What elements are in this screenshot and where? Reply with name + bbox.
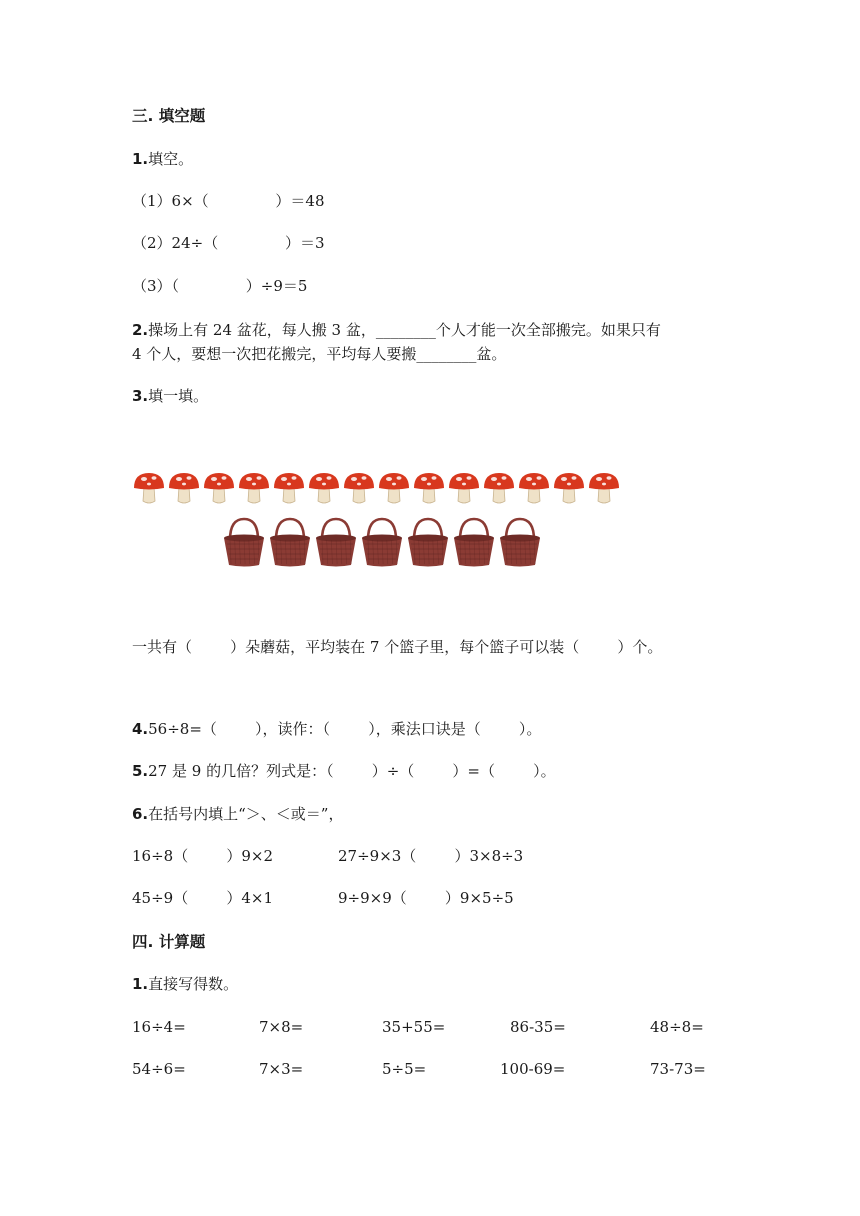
calc-item: 48÷8= [650, 1018, 704, 1036]
question-4 [132, 719, 541, 739]
question-number: 4. [132, 720, 149, 738]
basket-icon [360, 516, 404, 568]
q1-part-3: （3）（ ）÷9＝5 [132, 277, 308, 295]
basket-icon [314, 516, 358, 568]
basket-icon [406, 516, 450, 568]
calc-item: 54÷6= [132, 1060, 186, 1078]
question-3-answer-line: 一共有（ ）朵蘑菇，平均装在 7 个篮子里，每个篮子可以装（ ）个。 [132, 638, 663, 656]
mushroom-icon [272, 470, 306, 506]
mushroom-icon [167, 470, 201, 506]
mushroom-icon [307, 470, 341, 506]
compare-item: 9÷9×9（ ）9×5÷5 [338, 889, 514, 907]
calc-item: 7×3= [259, 1060, 304, 1078]
question-text: 直接写得数。 [148, 975, 239, 993]
question-text: 填空。 [148, 150, 194, 168]
question-2 [132, 320, 661, 340]
mushroom-icon [447, 470, 481, 506]
mushroom-icon [517, 470, 551, 506]
question-number: 3. [132, 387, 149, 405]
calc-row [132, 1059, 732, 1079]
mushroom-row [132, 470, 622, 506]
mushroom-icon [552, 470, 586, 506]
basket-row [222, 516, 552, 568]
question-text-line-1: 操场上有 24 盆花，每人搬 3 盆，________个人才能一次全部搬完。如果只有 [148, 321, 661, 339]
compare-row [132, 846, 732, 866]
question-number: 2. [132, 321, 149, 339]
question-number: 1. [132, 150, 149, 168]
basket-icon [222, 516, 266, 568]
question-text: 在括号内填上“＞、＜或＝”， [148, 805, 344, 823]
calc-item: 73-73= [650, 1060, 706, 1078]
calc-item: 100-69= [500, 1060, 566, 1078]
calc-item: 86-35= [510, 1018, 566, 1036]
compare-item: 16÷8（ ）9×2 [132, 847, 273, 865]
question-text: 56÷8=（ ），读作：（ ），乘法口诀是（ ）。 [148, 720, 542, 738]
section-4-title: 四. 计算题 [132, 933, 206, 951]
mushroom-icon [342, 470, 376, 506]
mushroom-icon [132, 470, 166, 506]
basket-icon [498, 516, 542, 568]
mushroom-icon [202, 470, 236, 506]
question-3 [132, 386, 208, 406]
question-1 [132, 149, 193, 169]
mushroom-icon [237, 470, 271, 506]
calc-item: 7×8= [259, 1018, 304, 1036]
question-2-line-2: 4 个人，要想一次把花搬完，平均每人要搬________盆。 [132, 345, 507, 363]
question-number: 1. [132, 975, 149, 993]
question-6 [132, 804, 343, 824]
q1-part-1: （1）6×（ ）＝48 [132, 192, 325, 210]
compare-row [132, 888, 732, 908]
question-number: 5. [132, 762, 149, 780]
calc-question-1 [132, 974, 238, 994]
mushroom-icon [482, 470, 516, 506]
calc-item: 5÷5= [382, 1060, 427, 1078]
compare-item: 27÷9×3（ ）3×8÷3 [338, 847, 524, 865]
section-3-title: 三. 填空题 [132, 107, 206, 125]
calc-item: 35+55= [382, 1018, 446, 1036]
mushroom-icon [587, 470, 621, 506]
calc-row [132, 1017, 732, 1037]
q1-part-2: （2）24÷（ ）＝3 [132, 234, 325, 252]
mushroom-icon [412, 470, 446, 506]
calc-item: 16÷4= [132, 1018, 186, 1036]
compare-item: 45÷9（ ）4×1 [132, 889, 273, 907]
question-number: 6. [132, 805, 149, 823]
question-5 [132, 761, 556, 781]
basket-icon [452, 516, 496, 568]
mushroom-icon [377, 470, 411, 506]
question-text: 27 是 9 的几倍？列式是：（ ）÷（ ）=（ ）。 [148, 762, 556, 780]
question-text: 填一填。 [148, 387, 209, 405]
basket-icon [268, 516, 312, 568]
